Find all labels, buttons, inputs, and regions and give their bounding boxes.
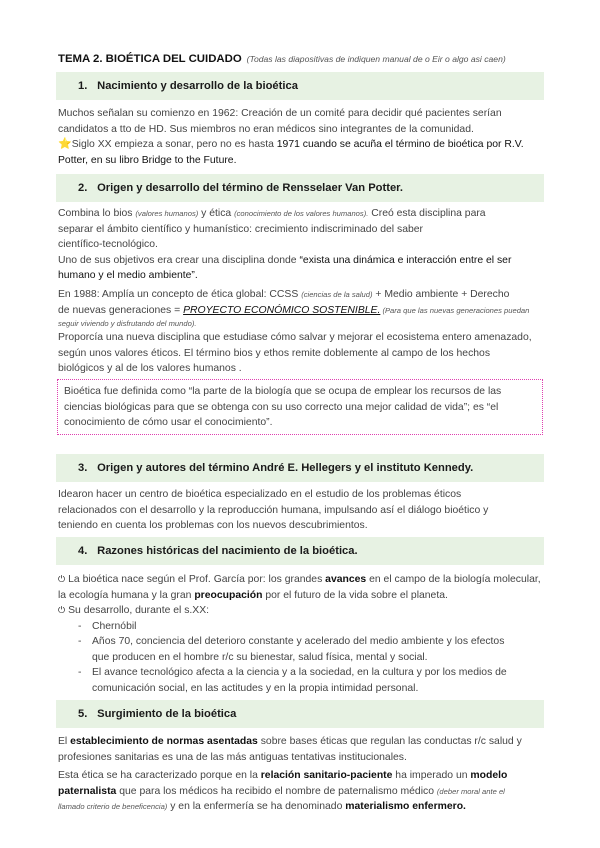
text-span: modelo: [470, 770, 508, 781]
section-heading-5: [56, 700, 544, 728]
text-span: avances: [325, 574, 367, 585]
section-heading-1: [56, 72, 544, 100]
text-span: establecimiento de normas asentadas: [70, 736, 258, 747]
section-label: Razones históricas del nacimiento de la bioética.: [97, 545, 358, 557]
text-span: PROYECTO ECONÓMICO SOSTENIBLE.: [183, 304, 381, 316]
text-span: Siglo XX empieza a sonar, pero no es hasta: [71, 139, 277, 151]
list-dash: -: [78, 636, 82, 647]
list-item-text: Chernóbil: [92, 621, 137, 632]
text-line: científico-tecnológico.: [58, 239, 158, 251]
section-heading-2: [56, 174, 544, 202]
section-heading-4: [56, 537, 544, 565]
text-span: y en la enfermería se ha denominado: [167, 801, 346, 813]
text-line: que producen en el hombre r/c su bienestar, salud física, mental y social.: [92, 651, 428, 663]
paragraph: [58, 734, 543, 765]
text-line: Muchos señalan su comienzo en 1962: Creación de un comité para decidir qué pacientes serían: [58, 108, 502, 119]
text-line: seguir viviendo y disfrutando del mundo).: [58, 319, 197, 329]
text-line: [58, 287, 543, 303]
text-line: Proporcía una nueva disciplina que estudiase cómo salvar y mejorar el ecosistema entero amenazado,: [58, 332, 532, 343]
text-span: relación sanitario-paciente: [260, 770, 393, 781]
text-line: [58, 799, 543, 815]
text-span: preocupación: [194, 589, 263, 601]
text-line: [58, 768, 543, 784]
text-span: “exista una dinámica e interacción entre el ser: [299, 254, 512, 266]
text-line: [58, 253, 543, 269]
section-heading-3: [56, 454, 544, 482]
text-line: [58, 303, 543, 319]
text-span: En 1988: Amplía un concepto de ética global: CCSS: [58, 289, 302, 300]
text-span: llamado criterio de beneficencia): [58, 802, 168, 812]
text-line: Idearon hacer un centro de bioética especializado en el estudio de los problemas éticos: [58, 489, 462, 500]
text-line: separar el ámbito científico y humanístico: crecimiento indiscriminado del saber: [58, 223, 423, 235]
title-main: TEMA 2. BIOÉTICA DEL CUIDADO: [58, 53, 242, 65]
text-span: de nuevas generaciones =: [58, 304, 184, 316]
text-span: por el futuro de la vida sobre el planeta.: [262, 589, 448, 601]
text-line: Bioética fue definida como “la parte de la biología que se ocupa de emplear los recursos de las: [64, 386, 502, 397]
text-span: (valores humanos): [135, 209, 199, 218]
text-span: Creó esta disciplina para: [368, 208, 486, 219]
text-line: Años 70, conciencia del deterioro constante y acelerado del medio ambiente y los efectos: [92, 636, 505, 647]
text-span: la ecología humana y la gran: [58, 589, 195, 601]
text-span: Su desarrollo, durante el s.XX:: [68, 605, 210, 617]
section-label: Surgimiento de la bioética: [97, 708, 237, 720]
paragraph: [58, 287, 543, 329]
text-line: [58, 206, 543, 222]
text-line: [58, 137, 543, 153]
text-span: (deber moral ante el: [436, 786, 505, 796]
text-span: paternalista: [58, 785, 117, 797]
text-line: [58, 784, 543, 800]
text-line: relacionados con el desarrollo y la reproducción humana, impulsando así el diálogo bioético y: [58, 504, 489, 516]
text-span: (ciencias de la salud): [301, 290, 373, 299]
section-number: 3.: [78, 462, 88, 474]
text-span: sobre bases éticas que regulan las conductas r/c salud y: [257, 736, 522, 747]
text-line: El avance tecnológico afecta a la ciencia y a la sociedad, en la cultura y por los medios de: [92, 667, 507, 678]
text-span: El: [58, 736, 71, 747]
paragraph: [58, 206, 543, 284]
paragraph: [58, 572, 543, 619]
list-dash: -: [78, 667, 82, 678]
text-line: Potter, en su libro Bridge to the Future.: [58, 154, 237, 166]
text-line: comunicación social, en las actitudes y en la propia intimidad personal.: [92, 682, 419, 694]
paragraph: [58, 330, 543, 377]
paragraph: [58, 106, 543, 168]
section-number: 2.: [78, 182, 88, 194]
text-span: Combina lo bios: [58, 208, 136, 219]
text-span: ha imperado un: [392, 770, 471, 781]
text-line: [58, 734, 543, 750]
power-icon: ⏻: [58, 574, 66, 584]
section-label: Nacimiento y desarrollo de la bioética: [97, 80, 298, 92]
section-number: 4.: [78, 545, 88, 557]
text-span: + Medio ambiente + Derecho: [372, 289, 510, 300]
text-line: candidatos a tto de HD. Sus miembros no eran médicos sino integrantes de la comunidad.: [58, 123, 474, 135]
text-line: teniendo en cuenta los problemas con los nuevos descubrimientos.: [58, 520, 368, 532]
text-span: 1971 cuando se acuña el término de bioética por R.V.: [276, 139, 524, 151]
power-icon: ⏻: [58, 605, 66, 616]
definition-callout: [57, 379, 543, 435]
page-title: [58, 52, 506, 68]
list-dash: -: [78, 621, 82, 632]
text-span: en el campo de la biología molecular,: [366, 574, 541, 585]
text-span: La bioética nace según el Prof. García por: los grandes: [68, 574, 326, 585]
text-line: [58, 572, 543, 588]
text-line: humano y el medio ambiente”.: [58, 270, 198, 282]
text-line: [58, 603, 543, 619]
list-item-text: [92, 634, 542, 665]
section-label: Origen y desarrollo del término de Rensselaer Van Potter.: [97, 182, 404, 194]
title-note: (Todas las diapositivas de indiquen manual de o Eir o algo asi caen): [246, 54, 506, 64]
section-label: Origen y autores del término André E. Hellegers y el instituto Kennedy.: [97, 462, 474, 474]
text-line: ciencias biológicas para que se obtenga con su uso correcto una mejor calidad de vida”; es “el: [64, 401, 499, 413]
text-line: según unos valores éticos. El término bios y ethos remite doblemente al campo de los hechos: [58, 347, 491, 359]
paragraph: [58, 487, 543, 534]
text-span: y ética: [198, 208, 235, 219]
text-span: materialismo enfermero.: [345, 801, 466, 813]
text-line: conocimiento de cómo usar el conocimiento”.: [64, 417, 273, 429]
text-line: biológicos y al de los valores humanos .: [58, 363, 242, 375]
text-line: profesiones sanitarias es una de las más antiguas tentativas institucionales.: [58, 751, 407, 763]
text-span: Uno de sus objetivos era crear una disciplina donde: [58, 254, 300, 266]
text-span: Esta ética se ha caracterizado porque en la: [58, 770, 261, 781]
list-item-text: [92, 665, 542, 696]
text-line: [58, 588, 543, 604]
text-span: que para los médicos ha recibido el nombre de paternalismo médico: [116, 785, 437, 797]
paragraph: [58, 768, 543, 815]
section-number: 5.: [78, 708, 88, 720]
text-span: (Para que las nuevas generaciones puedan: [380, 305, 530, 315]
section-number: 1.: [78, 80, 88, 92]
text-span: (conocimiento de los valores humanos).: [234, 209, 369, 218]
star-icon: ⭐: [58, 138, 72, 151]
